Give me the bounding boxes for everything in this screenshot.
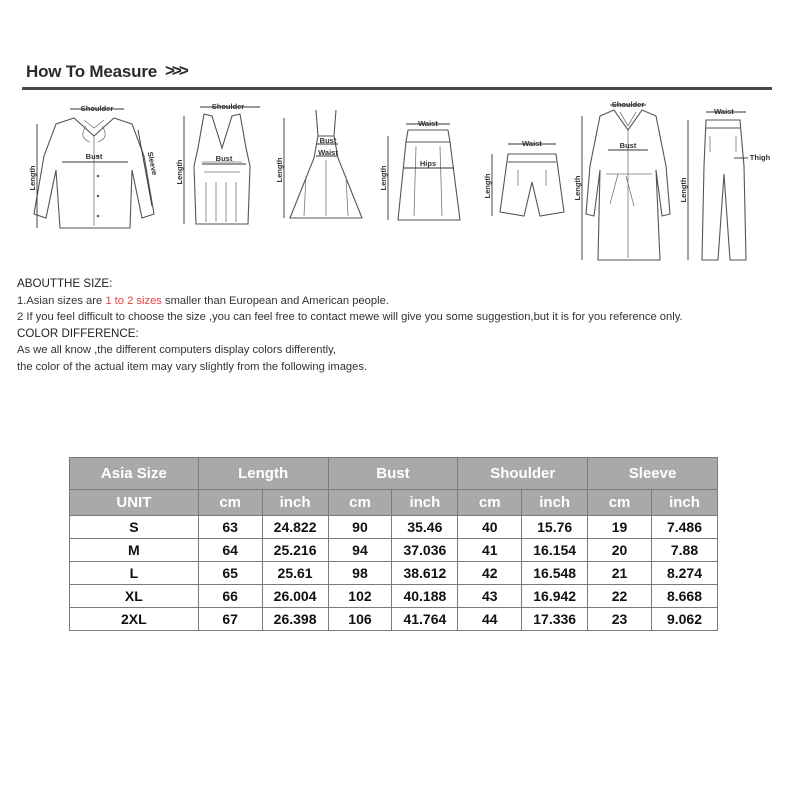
measurement-diagrams [22,96,772,268]
coat-diagram [574,96,678,268]
value-cell: 17.336 [522,608,588,631]
about-size-heading: ABOUTTHE SIZE: [17,277,113,290]
value-cell: 23 [588,608,652,631]
tank-diagram [170,96,272,246]
value-cell: 44 [458,608,522,631]
value-cell: 37.036 [392,539,458,562]
value-cell: 63 [198,516,262,539]
waist-label: Waist [714,107,734,116]
length-label: Length [679,177,688,203]
length-header: Length [198,458,328,490]
unit-cell: cm [198,490,262,516]
value-cell: 41.764 [392,608,458,631]
value-cell: 8.274 [652,562,718,585]
size-notes [17,276,777,375]
value-cell: 106 [328,608,392,631]
sleeve-header: Sleeve [588,458,718,490]
value-cell: 9.062 [652,608,718,631]
shoulder-header: Shoulder [458,458,588,490]
shorts-diagram [482,96,582,246]
bust-label: Bust [85,152,103,161]
color-note-line-2: the color of the actual item may vary slightly from the following images. [17,360,368,373]
unit-cell: cm [458,490,522,516]
unit-header: UNIT [70,490,199,516]
bust-header: Bust [328,458,458,490]
value-cell: 21 [588,562,652,585]
hips-label: Hips [419,159,437,168]
value-cell: 42 [458,562,522,585]
sleeve-label: Sleeve [145,150,160,177]
unit-cell: inch [392,490,458,516]
value-cell: 38.612 [392,562,458,585]
value-cell: 19 [588,516,652,539]
unit-cell: inch [262,490,328,516]
unit-cell: inch [522,490,588,516]
value-cell: 26.004 [262,585,328,608]
value-cell: 102 [328,585,392,608]
waist-label: Waist [318,148,338,157]
length-label: Length [483,173,492,199]
value-cell: 16.942 [522,585,588,608]
value-cell: 66 [198,585,262,608]
bust-label: Bust [319,136,337,145]
value-cell: 40 [458,516,522,539]
shoulder-label: Shoulder [211,102,245,111]
size-cell: XL [70,585,199,608]
triple-chevron-icon: >>> [165,61,186,80]
shoulder-label: Shoulder [80,104,114,113]
value-cell: 98 [328,562,392,585]
table-header-row [70,458,718,490]
size-chart-table [69,457,718,631]
value-cell: 43 [458,585,522,608]
color-difference-heading: COLOR DIFFERENCE: [17,326,139,340]
waist-label: Waist [522,139,542,148]
size-range-highlight: 1 to 2 sizes [105,294,162,307]
how-to-measure-header [22,58,772,92]
note-line-2: 2 If you feel difficult to choose the size ,you can feel free to contact mewe will give you some suggestion,but it is for you reference only. [17,311,683,323]
bust-label: Bust [619,141,637,150]
size-cell: S [70,516,199,539]
waist-label: Waist [418,119,438,128]
value-cell: 26.398 [262,608,328,631]
asia-size-header: Asia Size [70,458,199,490]
length-label: Length [275,157,284,183]
shoulder-label: Shoulder [611,100,645,109]
value-cell: 22 [588,585,652,608]
value-cell: 65 [198,562,262,585]
table-row [70,562,718,585]
shirt-diagram [26,96,164,246]
length-label: Length [573,175,582,201]
value-cell: 25.216 [262,539,328,562]
value-cell: 16.154 [522,539,588,562]
size-cell: M [70,539,199,562]
value-cell: 8.668 [652,585,718,608]
page-title: How To Measure [26,62,158,81]
table-row [70,585,718,608]
value-cell: 20 [588,539,652,562]
value-cell: 67 [198,608,262,631]
bust-label: Bust [215,154,233,163]
length-label: Length [175,159,184,185]
header-divider [22,87,772,90]
value-cell: 7.486 [652,516,718,539]
length-label: Length [379,165,388,191]
value-cell: 94 [328,539,392,562]
size-cell: 2XL [70,608,199,631]
note-line-1: 1.Asian sizes are 1 to 2 sizes smaller than European and American people. [17,294,389,307]
value-cell: 90 [328,516,392,539]
value-cell: 7.88 [652,539,718,562]
value-cell: 35.46 [392,516,458,539]
skirt-diagram [374,96,478,246]
dress-diagram [276,96,372,246]
value-cell: 16.548 [522,562,588,585]
size-cell: L [70,562,199,585]
table-row [70,608,718,631]
unit-cell: cm [328,490,392,516]
value-cell: 25.61 [262,562,328,585]
pants-diagram [678,96,772,268]
table-row [70,516,718,539]
value-cell: 15.76 [522,516,588,539]
value-cell: 24.822 [262,516,328,539]
value-cell: 41 [458,539,522,562]
color-note-line-1: As we all know ,the different computers display colors differently, [17,344,336,356]
value-cell: 40.188 [392,585,458,608]
length-label: Length [28,165,37,191]
unit-cell: inch [652,490,718,516]
thigh-label: Thigh [749,153,771,162]
unit-header-row [70,490,718,516]
table-row [70,539,718,562]
unit-cell: cm [588,490,652,516]
value-cell: 64 [198,539,262,562]
